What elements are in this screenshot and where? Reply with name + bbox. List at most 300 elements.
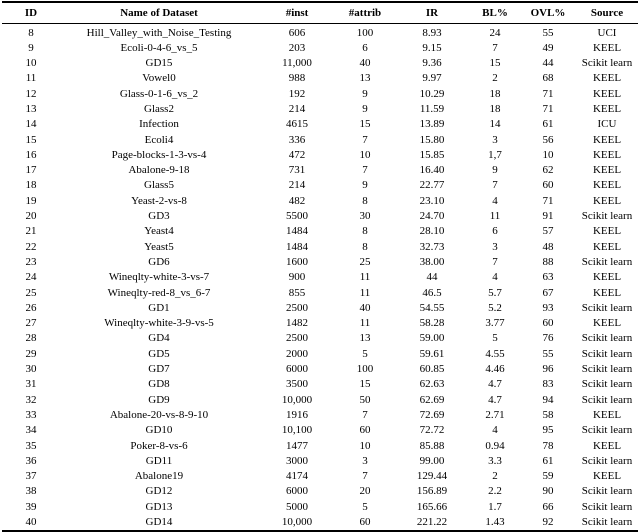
cell-id: 35: [25, 439, 37, 452]
cell-id: 19: [25, 194, 37, 207]
cell-ovl: 83: [542, 378, 554, 391]
cell-attrib: 9: [362, 179, 368, 192]
cell-ir: 16.40: [419, 164, 445, 177]
table-row: [2, 408, 638, 423]
cell-ovl: 94: [542, 393, 554, 406]
cell-id: 22: [25, 240, 37, 253]
cell-dataset-name: GD13: [145, 500, 173, 513]
cell-ovl: 10: [542, 148, 554, 161]
cell-attrib: 8: [362, 225, 368, 238]
cell-source: KEEL: [592, 102, 622, 115]
cell-inst: 606: [288, 26, 306, 39]
cell-attrib: 3: [362, 454, 368, 467]
cell-bl: 18: [489, 87, 501, 100]
cell-dataset-name: Abalone19: [134, 470, 184, 483]
cell-id: 39: [25, 500, 37, 513]
cell-bl: 5.2: [488, 301, 502, 314]
cell-dataset-name: Ecoli-0-4-6_vs_5: [120, 41, 198, 54]
table-row: [2, 240, 638, 255]
cell-ir: 85.88: [419, 439, 445, 452]
cell-ir: 59.61: [419, 347, 445, 360]
cell-source: KEEL: [592, 164, 622, 177]
cell-ovl: 67: [542, 286, 554, 299]
cell-id: 9: [28, 41, 34, 54]
table-body: [2, 24, 638, 531]
table-row: [2, 439, 638, 454]
header-inst: #inst: [285, 6, 309, 19]
cell-ir: 9.36: [422, 57, 442, 70]
cell-inst: 11,000: [282, 57, 312, 70]
cell-id: 12: [25, 87, 37, 100]
cell-bl: 3: [492, 240, 498, 253]
cell-bl: 2: [492, 72, 498, 85]
cell-id: 36: [25, 454, 37, 467]
cell-dataset-name: Yeast-2-vs-8: [131, 194, 187, 207]
cell-attrib: 8: [362, 194, 368, 207]
header-row: [2, 3, 638, 23]
cell-id: 15: [25, 133, 37, 146]
cell-bl: 1.43: [485, 516, 505, 528]
cell-id: 28: [25, 332, 37, 345]
cell-source: UCI: [597, 26, 617, 39]
cell-bl: 4.55: [485, 347, 505, 360]
cell-attrib: 11: [359, 286, 371, 299]
cell-source: Scikit learn: [581, 301, 633, 314]
cell-dataset-name: Wineqlty-white-3-9-vs-5: [104, 317, 214, 330]
table-row: [2, 209, 638, 224]
header-bl: BL%: [482, 6, 508, 19]
cell-attrib: 15: [359, 118, 371, 131]
cell-ir: 72.69: [419, 408, 445, 421]
cell-id: 17: [25, 164, 37, 177]
table-row: [2, 26, 638, 41]
cell-id: 38: [25, 485, 37, 498]
cell-dataset-name: GD11: [145, 454, 173, 467]
cell-dataset-name: Abalone-20-vs-8-9-10: [109, 408, 209, 421]
cell-id: 27: [25, 317, 37, 330]
cell-ir: 62.63: [419, 378, 445, 391]
table-row: [2, 347, 638, 362]
cell-inst: 2000: [286, 347, 308, 360]
cell-dataset-name: GD9: [148, 393, 170, 406]
cell-source: ICU: [597, 118, 617, 131]
cell-inst: 1484: [286, 240, 308, 253]
table-row: [2, 515, 638, 530]
cell-attrib: 100: [356, 26, 374, 39]
cell-source: KEEL: [592, 133, 622, 146]
cell-inst: 472: [288, 148, 306, 161]
table-row: [2, 270, 638, 285]
cell-attrib: 15: [359, 378, 371, 391]
table-row: [2, 377, 638, 392]
table-row: [2, 71, 638, 86]
cell-id: 16: [25, 148, 37, 161]
cell-id: 24: [25, 271, 37, 284]
table-row: [2, 194, 638, 209]
cell-ovl: 44: [542, 57, 554, 70]
cell-id: 31: [25, 378, 37, 391]
cell-bl: 4: [492, 424, 498, 437]
header-source: Source: [590, 6, 624, 19]
cell-bl: 4.46: [485, 363, 505, 376]
cell-attrib: 8: [362, 240, 368, 253]
cell-ir: 165.66: [416, 500, 448, 513]
table-row: [2, 148, 638, 163]
cell-source: Scikit learn: [581, 332, 633, 345]
table-row: [2, 41, 638, 56]
cell-attrib: 7: [362, 133, 368, 146]
cell-ir: 54.55: [419, 301, 445, 314]
table-row: [2, 178, 638, 193]
cell-id: 8: [28, 26, 34, 39]
cell-source: Scikit learn: [581, 500, 633, 513]
table-row: [2, 331, 638, 346]
cell-dataset-name: Vowel0: [142, 72, 176, 85]
cell-ir: 23.10: [419, 194, 445, 207]
cell-bl: 0.94: [485, 439, 505, 452]
table-row: [2, 484, 638, 499]
cell-attrib: 50: [359, 393, 371, 406]
header-id: ID: [24, 6, 38, 19]
cell-ovl: 71: [542, 87, 554, 100]
cell-bl: 7: [492, 255, 498, 268]
cell-ovl: 58: [542, 408, 554, 421]
cell-attrib: 20: [359, 485, 371, 498]
cell-bl: 3: [492, 133, 498, 146]
cell-ir: 60.85: [419, 363, 445, 376]
cell-source: Scikit learn: [581, 57, 633, 70]
cell-ir: 62.69: [419, 393, 445, 406]
cell-ir: 13.89: [419, 118, 445, 131]
cell-bl: 5: [492, 332, 498, 345]
cell-source: Scikit learn: [581, 393, 633, 406]
cell-bl: 3.77: [485, 317, 505, 330]
cell-bl: 1.7: [488, 500, 502, 513]
cell-bl: 11: [489, 210, 501, 223]
cell-inst: 10,100: [281, 424, 313, 437]
cell-bl: 7: [492, 41, 498, 54]
cell-dataset-name: GD4: [148, 332, 170, 345]
cell-attrib: 7: [362, 408, 368, 421]
table-row: [2, 163, 638, 178]
cell-ovl: 78: [542, 439, 554, 452]
cell-attrib: 11: [359, 271, 371, 284]
table-row: [2, 393, 638, 408]
cell-inst: 2500: [286, 332, 308, 345]
cell-ovl: 66: [542, 500, 554, 513]
cell-ir: 72.72: [419, 424, 445, 437]
cell-dataset-name: Glass2: [144, 102, 174, 115]
cell-bl: 5.7: [488, 286, 502, 299]
cell-inst: 4174: [286, 470, 308, 483]
cell-attrib: 13: [359, 332, 371, 345]
cell-dataset-name: Abalone-9-18: [128, 164, 190, 177]
cell-attrib: 25: [359, 255, 371, 268]
cell-id: 29: [25, 347, 37, 360]
table-row: [2, 286, 638, 301]
cell-dataset-name: GD6: [148, 255, 170, 268]
table-row: [2, 87, 638, 102]
cell-ir: 11.59: [419, 102, 445, 115]
cell-source: Scikit learn: [581, 516, 633, 528]
cell-source: Scikit learn: [581, 347, 633, 360]
cell-attrib: 40: [359, 301, 371, 314]
cell-source: Scikit learn: [581, 255, 633, 268]
header-ir: IR: [425, 6, 439, 19]
cell-ovl: 96: [542, 363, 554, 376]
cell-ir: 129.44: [416, 470, 448, 483]
cell-source: Scikit learn: [581, 424, 633, 437]
cell-ovl: 61: [542, 454, 554, 467]
cell-bl: 4.7: [488, 393, 502, 406]
cell-source: KEEL: [592, 72, 622, 85]
cell-inst: 1600: [286, 255, 308, 268]
cell-inst: 900: [288, 271, 306, 284]
cell-dataset-name: GD5: [148, 347, 170, 360]
cell-source: KEEL: [592, 194, 622, 207]
cell-attrib: 7: [362, 470, 368, 483]
cell-ir: 58.28: [419, 317, 445, 330]
table-row: [2, 117, 638, 132]
cell-ovl: 90: [542, 485, 554, 498]
cell-inst: 1482: [286, 317, 308, 330]
cell-inst: 5000: [286, 500, 308, 513]
cell-dataset-name: GD3: [148, 210, 170, 223]
cell-ovl: 55: [542, 26, 554, 39]
table-row: [2, 224, 638, 239]
cell-inst: 4615: [286, 118, 308, 131]
cell-attrib: 60: [359, 424, 371, 437]
cell-ovl: 95: [542, 424, 554, 437]
cell-dataset-name: GD7: [148, 363, 170, 376]
cell-source: KEEL: [592, 317, 622, 330]
cell-ir: 9.97: [422, 72, 442, 85]
cell-id: 32: [25, 393, 37, 406]
cell-dataset-name: GD15: [145, 57, 173, 70]
cell-bl: 9: [492, 164, 498, 177]
cell-ir: 44: [426, 271, 438, 284]
cell-bl: 24: [489, 26, 501, 39]
cell-id: 30: [25, 363, 37, 376]
cell-id: 25: [25, 286, 37, 299]
cell-attrib: 10: [359, 148, 371, 161]
cell-bl: 4.7: [488, 378, 502, 391]
cell-attrib: 30: [359, 210, 371, 223]
cell-attrib: 10: [359, 439, 371, 452]
cell-ir: 24.70: [419, 210, 445, 223]
table-row: [2, 102, 638, 117]
table-row: [2, 469, 638, 484]
cell-dataset-name: Glass5: [144, 179, 174, 192]
header-ovl: OVL%: [530, 6, 566, 19]
cell-ir: 46.5: [422, 286, 442, 299]
cell-id: 11: [25, 72, 37, 85]
table-row: [2, 301, 638, 316]
cell-dataset-name: Wineqlty-red-8_vs_6-7: [107, 286, 211, 299]
cell-source: KEEL: [592, 179, 622, 192]
cell-ir: 15.85: [419, 148, 445, 161]
cell-ir: 15.80: [419, 133, 445, 146]
cell-ovl: 68: [542, 72, 554, 85]
cell-dataset-name: Poker-8-vs-6: [130, 439, 188, 452]
cell-inst: 192: [288, 87, 306, 100]
cell-ir: 38.00: [419, 255, 445, 268]
cell-ir: 156.89: [416, 485, 448, 498]
table-row: [2, 362, 638, 377]
cell-ovl: 55: [542, 347, 554, 360]
cell-bl: 15: [489, 57, 501, 70]
cell-inst: 6000: [286, 363, 308, 376]
cell-source: KEEL: [592, 470, 622, 483]
cell-ovl: 63: [542, 271, 554, 284]
cell-ovl: 91: [542, 210, 554, 223]
cell-ir: 9.15: [422, 41, 442, 54]
cell-source: Scikit learn: [581, 378, 633, 391]
cell-id: 20: [25, 210, 37, 223]
cell-source: KEEL: [592, 286, 622, 299]
cell-dataset-name: GD1: [148, 301, 170, 314]
cell-ir: 22.77: [419, 179, 445, 192]
cell-ir: 10.29: [419, 87, 445, 100]
cell-inst: 731: [288, 164, 306, 177]
cell-source: Scikit learn: [581, 363, 633, 376]
cell-id: 26: [25, 301, 37, 314]
cell-bl: 18: [489, 102, 501, 115]
cell-attrib: 5: [362, 500, 368, 513]
cell-source: KEEL: [592, 408, 622, 421]
cell-dataset-name: Yeast5: [144, 240, 174, 253]
datasets-table: [2, 1, 638, 532]
cell-dataset-name: Page-blocks-1-3-vs-4: [111, 148, 207, 161]
header-attrib: #attrib: [348, 6, 382, 19]
cell-ir: 99.00: [419, 454, 445, 467]
cell-ovl: 59: [542, 470, 554, 483]
table-row: [2, 316, 638, 331]
cell-bl: 4: [492, 194, 498, 207]
cell-source: KEEL: [592, 148, 622, 161]
cell-inst: 1484: [286, 225, 308, 238]
cell-dataset-name: Wineqlty-white-3-vs-7: [108, 271, 210, 284]
cell-ovl: 92: [542, 516, 554, 528]
cell-ovl: 60: [542, 317, 554, 330]
cell-bl: 3.3: [488, 454, 502, 467]
cell-ovl: 57: [542, 225, 554, 238]
cell-source: KEEL: [592, 41, 622, 54]
cell-source: KEEL: [592, 271, 622, 284]
cell-attrib: 60: [359, 516, 371, 528]
cell-inst: 10,000: [281, 516, 313, 528]
cell-bl: 2.2: [488, 485, 502, 498]
cell-inst: 2500: [286, 301, 308, 314]
cell-inst: 988: [288, 72, 306, 85]
cell-dataset-name: Infection: [139, 118, 179, 131]
cell-source: KEEL: [592, 439, 622, 452]
cell-source: Scikit learn: [581, 210, 633, 223]
cell-source: KEEL: [592, 87, 622, 100]
cell-inst: 5500: [286, 210, 308, 223]
cell-attrib: 7: [362, 164, 368, 177]
cell-source: Scikit learn: [581, 454, 633, 467]
cell-dataset-name: GD8: [148, 378, 170, 391]
cell-id: 40: [25, 516, 37, 528]
cell-bl: 7: [492, 179, 498, 192]
cell-attrib: 11: [359, 317, 371, 330]
cell-ir: 32.73: [419, 240, 445, 253]
cell-source: KEEL: [592, 240, 622, 253]
cell-id: 33: [25, 408, 37, 421]
cell-attrib: 6: [362, 41, 368, 54]
cell-ovl: 49: [542, 41, 554, 54]
cell-attrib: 40: [359, 57, 371, 70]
cell-ovl: 93: [542, 301, 554, 314]
cell-bl: 2.71: [485, 408, 505, 421]
cell-inst: 1916: [286, 408, 308, 421]
cell-id: 34: [25, 424, 37, 437]
cell-dataset-name: Hill_Valley_with_Noise_Testing: [86, 26, 232, 39]
cell-source: Scikit learn: [581, 485, 633, 498]
cell-dataset-name: GD14: [145, 516, 173, 528]
cell-ovl: 56: [542, 133, 554, 146]
cell-attrib: 9: [362, 102, 368, 115]
cell-bl: 6: [492, 225, 498, 238]
cell-ovl: 76: [542, 332, 554, 345]
cell-ir: 221.22: [416, 516, 448, 528]
cell-ovl: 48: [542, 240, 554, 253]
cell-ovl: 61: [542, 118, 554, 131]
cell-dataset-name: GD10: [145, 424, 173, 437]
cell-id: 14: [25, 118, 37, 131]
cell-inst: 6000: [286, 485, 308, 498]
cell-dataset-name: Yeast4: [144, 225, 174, 238]
cell-dataset-name: Glass-0-1-6_vs_2: [119, 87, 199, 100]
cell-attrib: 13: [359, 72, 371, 85]
table-row: [2, 500, 638, 515]
cell-inst: 3500: [286, 378, 308, 391]
cell-ovl: 71: [542, 102, 554, 115]
cell-ovl: 88: [542, 255, 554, 268]
header-name: Name of Dataset: [120, 6, 198, 19]
cell-bl: 14: [489, 118, 501, 131]
cell-source: KEEL: [592, 225, 622, 238]
cell-attrib: 100: [356, 363, 374, 376]
table-row: [2, 255, 638, 270]
cell-inst: 855: [288, 286, 306, 299]
cell-inst: 1477: [286, 439, 308, 452]
table-row: [2, 423, 638, 438]
cell-ovl: 71: [542, 194, 554, 207]
cell-inst: 214: [288, 102, 306, 115]
cell-attrib: 5: [362, 347, 368, 360]
cell-ir: 59.00: [419, 332, 445, 345]
cell-dataset-name: Ecoli4: [144, 133, 174, 146]
table-row: [2, 56, 638, 71]
cell-id: 18: [25, 179, 37, 192]
cell-id: 10: [25, 57, 37, 70]
cell-inst: 214: [288, 179, 306, 192]
cell-bl: 1,7: [488, 148, 502, 161]
cell-inst: 336: [288, 133, 306, 146]
cell-id: 23: [25, 255, 37, 268]
cell-id: 21: [25, 225, 37, 238]
table-row: [2, 454, 638, 469]
cell-bl: 4: [492, 271, 498, 284]
cell-ir: 28.10: [419, 225, 445, 238]
cell-inst: 203: [288, 41, 306, 54]
cell-inst: 482: [288, 194, 306, 207]
cell-attrib: 9: [362, 87, 368, 100]
cell-dataset-name: GD12: [145, 485, 173, 498]
cell-id: 13: [25, 102, 37, 115]
